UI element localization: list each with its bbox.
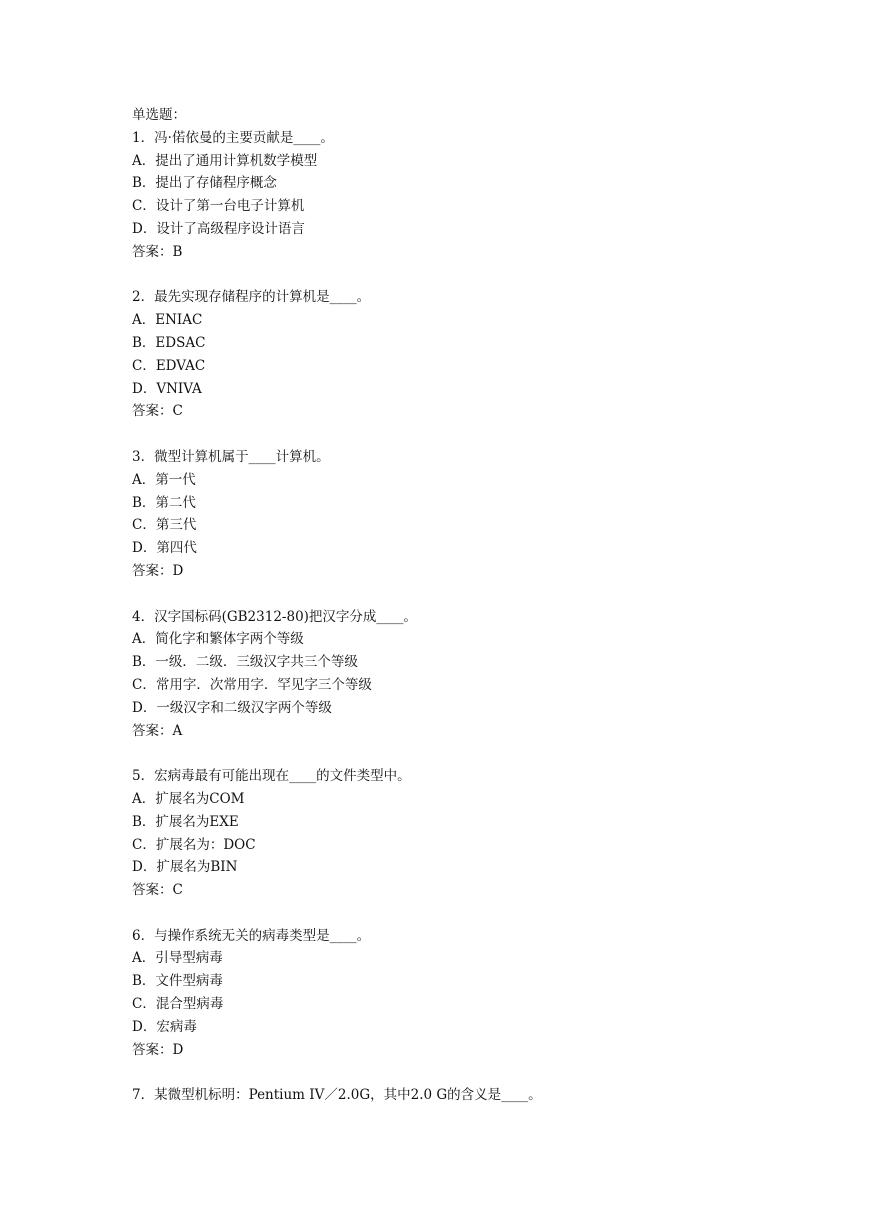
option-a: A．简化字和繁体字两个等级 [132, 631, 304, 648]
spacer [132, 423, 822, 446]
question-block [132, 925, 822, 1085]
document-page [132, 104, 822, 1107]
option-c: C．常用字．次常用字．罕见字三个等级 [132, 676, 372, 693]
option-b: B．扩展名为EXE [132, 813, 239, 830]
option-a: A．ENIAC [132, 312, 203, 329]
answer-line: 答案：C [132, 403, 183, 420]
option-a: A．扩展名为COM [132, 790, 245, 807]
option-d: D．设计了高级程序设计语言 [132, 220, 305, 237]
option-a: A．提出了通用计算机数学模型 [132, 152, 318, 169]
question-block [132, 127, 822, 287]
option-c: C．扩展名为：DOC [132, 836, 256, 853]
question-stem: 1．冯·偌依曼的主要贡献是____。 [132, 129, 334, 146]
question-stem: 6．与操作系统无关的病毒类型是____。 [132, 927, 371, 944]
option-c: C．EDVAC [132, 357, 206, 374]
option-b: B．第二代 [132, 494, 196, 511]
question-block [132, 446, 822, 606]
section-title: 单选题： [132, 107, 186, 123]
question-stem: 5．宏病毒最有可能出现在____的文件类型中。 [132, 768, 411, 785]
answer-line: 答案：D [132, 562, 184, 579]
option-b: B．EDSAC [132, 334, 206, 351]
answer-line: 答案：A [132, 722, 183, 739]
answer-line: 答案：D [132, 1041, 184, 1058]
option-c: C．设计了第一台电子计算机 [132, 198, 305, 215]
option-d: D．一级汉字和二级汉字两个等级 [132, 699, 332, 716]
question-stem: 7．某微型机标明：Pentium IV／2.0G，其中2.0 G的含义是____。 [132, 1087, 542, 1104]
option-d: D．宏病毒 [132, 1018, 197, 1035]
question-block [132, 286, 822, 446]
spacer [132, 583, 822, 606]
option-b: B．提出了存储程序概念 [132, 175, 277, 192]
option-d: D．VNIVA [132, 380, 202, 397]
option-d: D．扩展名为BIN [132, 859, 238, 876]
option-a: A．引导型病毒 [132, 950, 223, 967]
option-c: C．第三代 [132, 517, 197, 534]
option-b: B．一级．二级．三级汉字共三个等级 [132, 654, 358, 671]
question-stem: 4．汉字国标码(GB2312-80)把汉字分成____。 [132, 608, 417, 625]
spacer [132, 742, 822, 765]
spacer [132, 902, 822, 925]
spacer [132, 1061, 822, 1084]
answer-line: 答案：C [132, 882, 183, 899]
option-c: C．混合型病毒 [132, 996, 224, 1013]
question-block [132, 1084, 822, 1107]
answer-line: 答案：B [132, 243, 183, 260]
question-block [132, 765, 822, 925]
spacer [132, 264, 822, 287]
question-block [132, 606, 822, 766]
option-d: D．第四代 [132, 540, 197, 557]
option-a: A．第一代 [132, 471, 196, 488]
question-stem: 3．微型计算机属于____计算机。 [132, 448, 330, 465]
option-b: B．文件型病毒 [132, 973, 223, 990]
question-stem: 2．最先实现存储程序的计算机是____。 [132, 289, 371, 306]
